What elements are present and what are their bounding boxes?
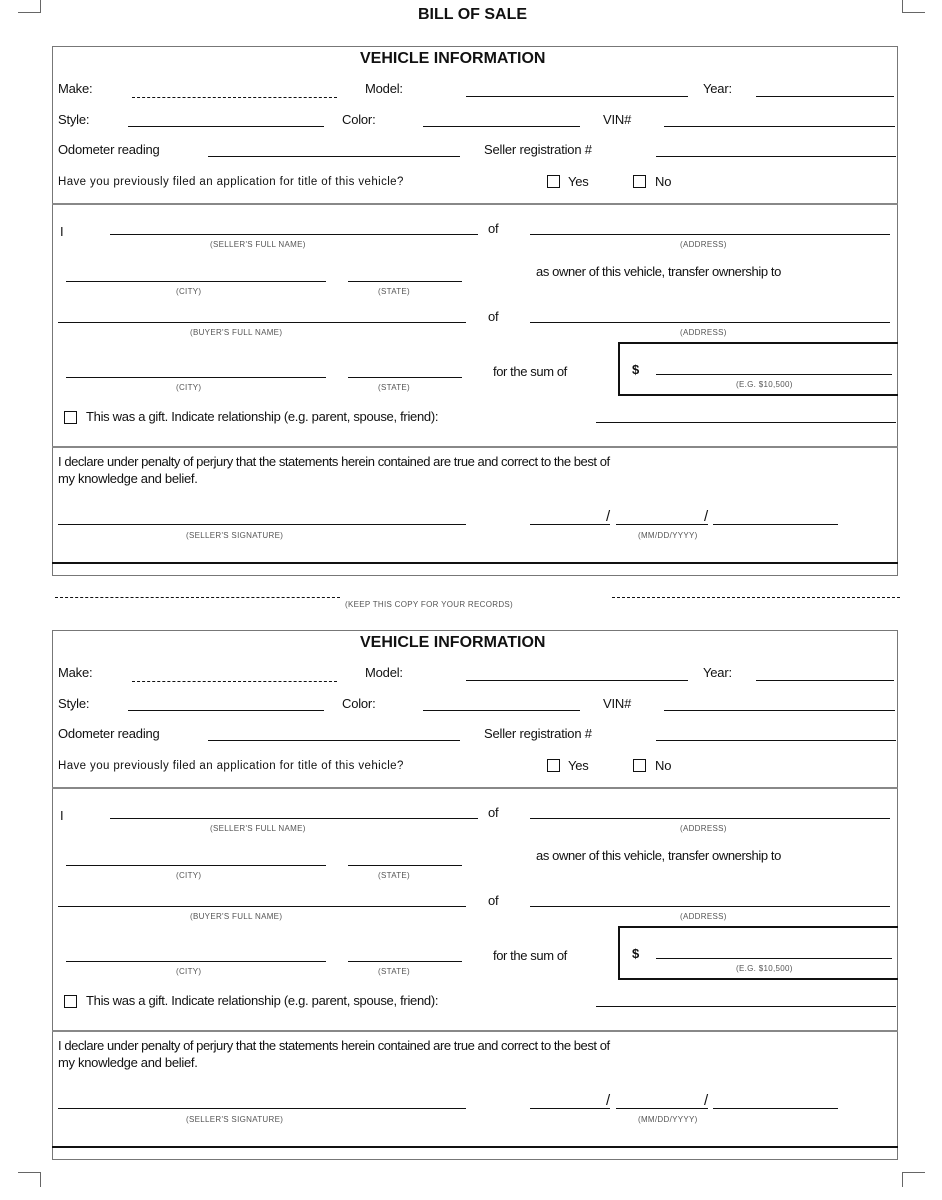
odometer-field[interactable] (208, 740, 460, 741)
seller-registration-field[interactable] (656, 740, 896, 741)
buyer-city-caption: (CITY) (176, 383, 202, 392)
color-field[interactable] (423, 710, 580, 711)
no-checkbox[interactable] (633, 175, 646, 188)
date-day-field[interactable] (616, 1108, 708, 1109)
dollar-sign: $ (632, 946, 640, 961)
amount-field[interactable] (656, 958, 892, 959)
crop-mark-top-right (902, 0, 925, 13)
vin-label: VIN# (603, 696, 632, 711)
title-question: Have you previously filed an application for title of this vehicle? (58, 176, 404, 188)
seller-name-field[interactable] (110, 234, 478, 235)
of-label-2: of (488, 309, 499, 324)
color-label: Color: (342, 112, 376, 127)
crop-mark-top-left (18, 0, 41, 13)
seller-city-field[interactable] (66, 865, 326, 866)
seller-address-field[interactable] (530, 234, 890, 235)
date-caption: (MM/DD/YYYY) (638, 1115, 698, 1124)
make-field[interactable] (132, 681, 337, 682)
seller-registration-label: Seller registration # (484, 726, 592, 741)
i-label: I (60, 224, 64, 239)
vin-field[interactable] (664, 126, 895, 127)
section-divider (52, 1030, 898, 1032)
make-label: Make: (58, 81, 93, 96)
copy-bottom-line (52, 1146, 898, 1148)
no-checkbox[interactable] (633, 759, 646, 772)
dollar-sign: $ (632, 362, 640, 377)
bill-of-sale-copy-1 (0, 38, 942, 583)
date-separator-2: / (704, 508, 708, 525)
copy-note: (KEEP THIS COPY FOR YOUR RECORDS) (345, 600, 514, 609)
of-label-1: of (488, 805, 499, 820)
date-separator-1: / (606, 508, 610, 525)
seller-name-caption: (SELLER'S FULL NAME) (210, 824, 306, 833)
odometer-field[interactable] (208, 156, 460, 157)
year-field[interactable] (756, 96, 894, 97)
crop-mark-bottom-right (902, 1172, 925, 1187)
amount-box-bottom (618, 978, 898, 980)
seller-state-field[interactable] (348, 281, 462, 282)
seller-state-caption: (STATE) (378, 871, 411, 880)
amount-box-bottom (618, 394, 898, 396)
seller-signature-caption: (SELLER'S SIGNATURE) (186, 1115, 284, 1124)
year-label: Year: (703, 81, 732, 96)
section-divider (52, 446, 898, 448)
vin-label: VIN# (603, 112, 632, 127)
seller-city-caption: (CITY) (176, 871, 202, 880)
amount-box-top (618, 926, 898, 928)
declaration-line-2: my knowledge and belief. (58, 471, 198, 486)
buyer-name-field[interactable] (58, 906, 466, 907)
buyer-city-field[interactable] (66, 961, 326, 962)
style-label: Style: (58, 112, 90, 127)
cut-line-left (55, 597, 340, 598)
section-divider (52, 787, 898, 789)
relationship-field[interactable] (596, 1006, 896, 1007)
declaration-line-1: I declare under penalty of perjury that the statements herein contained are true and correct to the best of (58, 1038, 610, 1053)
yes-checkbox[interactable] (547, 175, 560, 188)
style-field[interactable] (128, 710, 324, 711)
date-month-field[interactable] (530, 524, 610, 525)
model-label: Model: (365, 665, 403, 680)
section-divider (52, 203, 898, 205)
year-label: Year: (703, 665, 732, 680)
gift-checkbox[interactable] (64, 995, 77, 1008)
buyer-state-caption: (STATE) (378, 383, 411, 392)
make-field[interactable] (132, 97, 337, 98)
buyer-address-field[interactable] (530, 322, 890, 323)
seller-address-caption: (ADDRESS) (680, 824, 727, 833)
odometer-label: Odometer reading (58, 142, 160, 157)
buyer-address-field[interactable] (530, 906, 890, 907)
amount-caption: (E.G. $10,500) (736, 964, 793, 973)
seller-signature-field[interactable] (58, 524, 466, 525)
date-separator-2: / (704, 1092, 708, 1109)
yes-label: Yes (568, 758, 589, 773)
owner-transfer-text: as owner of this vehicle, transfer ownership to (536, 264, 781, 279)
buyer-address-caption: (ADDRESS) (680, 912, 727, 921)
seller-registration-field[interactable] (656, 156, 896, 157)
model-field[interactable] (466, 96, 688, 97)
cut-line-right (612, 597, 900, 598)
seller-address-caption: (ADDRESS) (680, 240, 727, 249)
seller-signature-caption: (SELLER'S SIGNATURE) (186, 531, 284, 540)
gift-checkbox[interactable] (64, 411, 77, 424)
date-year-field[interactable] (713, 524, 838, 525)
buyer-name-caption: (BUYER'S FULL NAME) (190, 328, 283, 337)
date-month-field[interactable] (530, 1108, 610, 1109)
style-label: Style: (58, 696, 90, 711)
seller-state-caption: (STATE) (378, 287, 411, 296)
copy-bottom-line (52, 562, 898, 564)
gift-text: This was a gift. Indicate relationship (e.g. parent, spouse, friend): (86, 993, 439, 1008)
section-title: VEHICLE INFORMATION (360, 634, 546, 651)
declaration-line-2: my knowledge and belief. (58, 1055, 198, 1070)
crop-mark-bottom-left (18, 1172, 41, 1187)
buyer-name-field[interactable] (58, 322, 466, 323)
bill-of-sale-copy-2 (0, 622, 942, 1167)
buyer-city-caption: (CITY) (176, 967, 202, 976)
style-field[interactable] (128, 126, 324, 127)
sum-label: for the sum of (493, 948, 567, 963)
section-title: VEHICLE INFORMATION (360, 50, 546, 67)
no-label: No (655, 758, 672, 773)
color-field[interactable] (423, 126, 580, 127)
i-label: I (60, 808, 64, 823)
declaration-line-1: I declare under penalty of perjury that the statements herein contained are true and correct to the best of (58, 454, 610, 469)
date-year-field[interactable] (713, 1108, 838, 1109)
title-question: Have you previously filed an application for title of this vehicle? (58, 760, 404, 772)
seller-city-field[interactable] (66, 281, 326, 282)
amount-field[interactable] (656, 374, 892, 375)
buyer-name-caption: (BUYER'S FULL NAME) (190, 912, 283, 921)
amount-box-top (618, 342, 898, 344)
gift-text: This was a gift. Indicate relationship (e.g. parent, spouse, friend): (86, 409, 439, 424)
date-separator-1: / (606, 1092, 610, 1109)
amount-box-left (618, 342, 620, 394)
document-title: BILL OF SALE (418, 6, 528, 23)
amount-caption: (E.G. $10,500) (736, 380, 793, 389)
seller-name-caption: (SELLER'S FULL NAME) (210, 240, 306, 249)
buyer-state-field[interactable] (348, 961, 462, 962)
buyer-address-caption: (ADDRESS) (680, 328, 727, 337)
year-field[interactable] (756, 680, 894, 681)
of-label-1: of (488, 221, 499, 236)
model-field[interactable] (466, 680, 688, 681)
relationship-field[interactable] (596, 422, 896, 423)
of-label-2: of (488, 893, 499, 908)
model-label: Model: (365, 81, 403, 96)
no-label: No (655, 174, 672, 189)
seller-state-field[interactable] (348, 865, 462, 866)
odometer-label: Odometer reading (58, 726, 160, 741)
seller-city-caption: (CITY) (176, 287, 202, 296)
date-day-field[interactable] (616, 524, 708, 525)
buyer-state-field[interactable] (348, 377, 462, 378)
buyer-city-field[interactable] (66, 377, 326, 378)
seller-signature-field[interactable] (58, 1108, 466, 1109)
seller-registration-label: Seller registration # (484, 142, 592, 157)
yes-checkbox[interactable] (547, 759, 560, 772)
yes-label: Yes (568, 174, 589, 189)
owner-transfer-text: as owner of this vehicle, transfer ownership to (536, 848, 781, 863)
make-label: Make: (58, 665, 93, 680)
seller-name-field[interactable] (110, 818, 478, 819)
seller-address-field[interactable] (530, 818, 890, 819)
buyer-state-caption: (STATE) (378, 967, 411, 976)
color-label: Color: (342, 696, 376, 711)
vin-field[interactable] (664, 710, 895, 711)
amount-box-left (618, 926, 620, 978)
sum-label: for the sum of (493, 364, 567, 379)
date-caption: (MM/DD/YYYY) (638, 531, 698, 540)
